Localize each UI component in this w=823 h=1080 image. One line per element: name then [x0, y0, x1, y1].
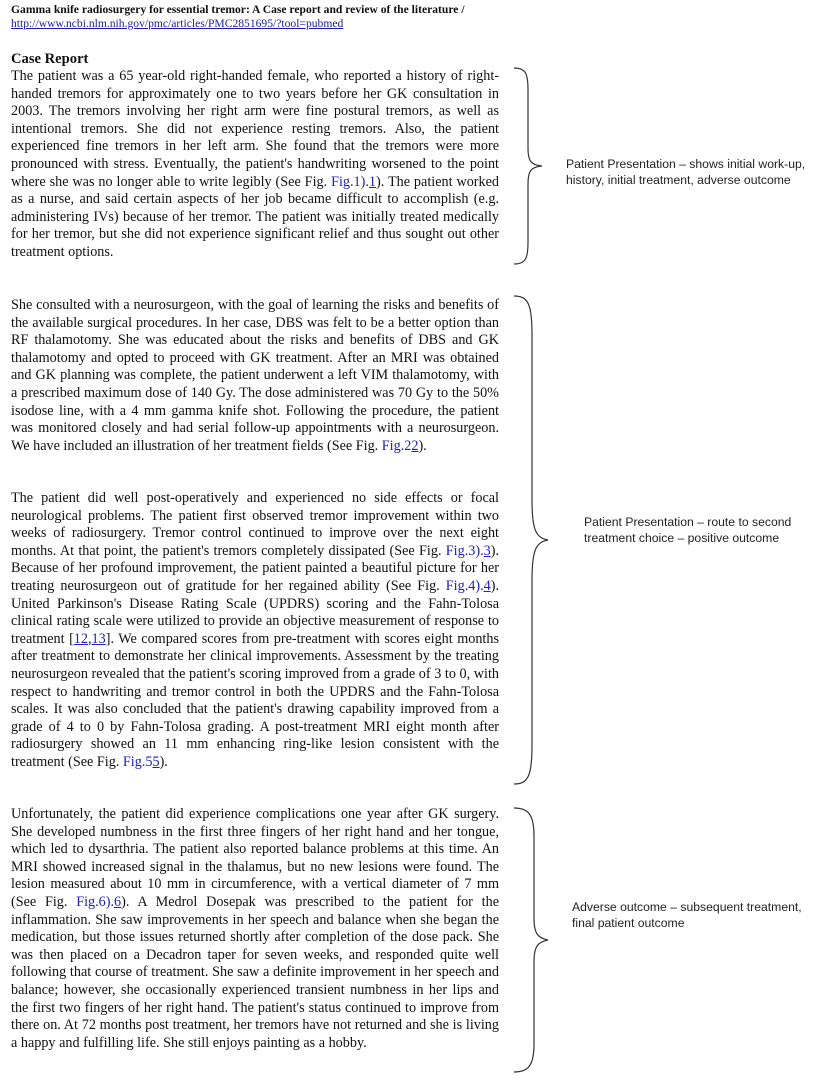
annotation-adverse-outcome: Adverse outcome – subsequent treatment, final patient outcome — [572, 900, 802, 930]
paragraph-text: ). The patient worked as a nurse, and said certain aspects of her job became difficult to accomplish (e.g. administering IVs) because of her tremor. The patient was initially treated medically for her tremor, but she did not experience significant relief and thus sought out other treatment options. — [11, 173, 499, 260]
reference-link[interactable]: 1 — [368, 173, 377, 190]
paragraph-text: The patient was a 65 year-old right-handed female, who reported a history of right-handed tremors for approximately one to two years before her GK consultation in 2003. The tremors involving her right arm were fine postural tremors, as well as intentional tremors. She did not experience resting tremors. Also, the patient experienced fine tremors in her left arm. She found that the tremors were more pronounced with stress. Eventually, the patient's handwriting worsened to the point where she was no longer able to write legibly (See Fig. — [11, 68, 499, 190]
reference-link[interactable]: 12 — [73, 630, 88, 647]
reference-link[interactable]: 4 — [483, 577, 491, 594]
section-heading: Case Report — [11, 51, 89, 67]
paragraph-text: ). United Parkinson's Disease Rating Scale (UPDRS) scoring and the Fahn-Tolosa clinical rating scale were utilized to provide an objective measurement of response to treatment [ — [11, 577, 499, 647]
paragraph-text: Unfortunately, the patient did experience complications one year after GK surgery. She developed numbness in the first three fingers of her right hand and her tongue, which led to dysarthria. The patient also reported balance problems at this time. An MRI showed increased signal in the thalamus, but no new lesions were found. The lesion measured about 10 mm in circumference, with a vertical diameter of 7 mm (See Fig. — [11, 806, 499, 910]
figure-link[interactable]: Fig.5 — [122, 753, 153, 770]
source-url-link[interactable]: http://www.ncbi.nlm.nih.gov/pmc/articles/PMC2851695/?tool=pubmed — [11, 17, 344, 30]
source-title: Gamma knife radiosurgery for essential tremor: A Case report and review of the literature / — [11, 3, 465, 16]
figure-link[interactable]: Fig.1). — [331, 173, 369, 190]
annotation-treatment-choice: Patient Presentation – route to second treatment choice – positive outcome — [584, 515, 792, 545]
figure-link[interactable]: Fig.3). — [445, 542, 484, 559]
reference-link[interactable]: 13 — [91, 630, 106, 647]
paragraph-positive-outcome — [11, 490, 499, 772]
reference-link[interactable]: 3 — [483, 542, 491, 559]
paragraph-treatment-choice — [11, 297, 499, 455]
paragraph-text: ). — [159, 753, 168, 770]
figure-link[interactable]: Fig.6). — [76, 893, 115, 910]
paragraph-text: ). A Medrol Dosepak was prescribed to the patient for the inflammation. She saw improvements in her speech and balance when she began the medication, but those issues returned shortly after completion of the dose pack. She was then placed on a Decadron taper for seven weeks, and responded quite well following that course of treatment. She saw a definite improvement in her speech and balance; however, she occasionally experienced transient numbness in her lips and the first two fingers of her right hand. The patient's status continued to improve from there on. At 72 months post treatment, her tremors have not returned and she is living a happy and fulfilling life. She still enjoys painting as a hobby. — [11, 893, 499, 1051]
reference-link[interactable]: 6 — [114, 893, 122, 910]
right-curly-brace-icon — [512, 806, 556, 1074]
paragraph-text: , — [87, 630, 92, 647]
paragraph-presentation — [11, 68, 499, 262]
paragraph-text: ]. We compared scores from pre-treatment with scores eight months after treatment to demonstrate her clinical improvements. Assessment by the treating neurosurgeon revealed that the patient's scoring improved from a grade of 3 to 0, with respect to handwriting and tremor control in both the UPDRS and the Fahn-Tolosa scales. It was also concluded that the patient's drawing capability improved from a grade of 4 to 0 by Fahn-Tolosa grading. A post-treatment MRI eight month after radiosurgery showed an 11 mm enhancing ring-like lesion consistent with the treatment (See Fig. — [11, 630, 499, 770]
paragraph-text: The patient did well post-operatively and experienced no side effects or focal neurological problems. The patient first observed tremor improvement within two weeks of radiosurgery. Tremor control continued to improve over the next eight months. At that point, the patient's tremors completely dissipated (See Fig. — [11, 490, 499, 559]
paragraph-adverse-outcome — [11, 806, 499, 1052]
paragraph-text: ). Because of her profound improvement, the patient painted a beautiful picture for her treating neurosurgeon out of gratitude for her regained ability (See Fig. — [11, 542, 499, 594]
reference-link[interactable]: 5 — [152, 753, 160, 770]
paragraph-text: ). — [418, 437, 427, 454]
figure-link[interactable]: Fig.4). — [445, 577, 484, 594]
paragraph-text: She consulted with a neurosurgeon, with the goal of learning the risks and benefits of the available surgical procedures. In her case, DBS was felt to be a better option than RF thalamotomy. She was educated about the risks and benefits of DBS and GK thalamotomy and opted to proceed with GK treatment. After an MRI was obtained and GK planning was complete, the patient underwent a left VIM thalamotomy, with a prescribed maximum dose of 140 Gy. The dose administered was 70 Gy to the 50% isodose line, with a 4 mm gamma knife shot. Following the procedure, the patient was monitored closely and had serial follow-up appointments with a neurosurgeon. We have included an illustration of her treatment fields (See Fig. — [11, 297, 499, 454]
reference-link[interactable]: 2 — [411, 437, 419, 454]
right-curly-brace-icon — [512, 294, 556, 786]
figure-link[interactable]: Fig.2 — [381, 437, 412, 454]
annotation-presentation: Patient Presentation – shows initial work-up, history, initial treatment, adverse outcome — [566, 157, 806, 187]
right-curly-brace-icon — [512, 66, 552, 266]
